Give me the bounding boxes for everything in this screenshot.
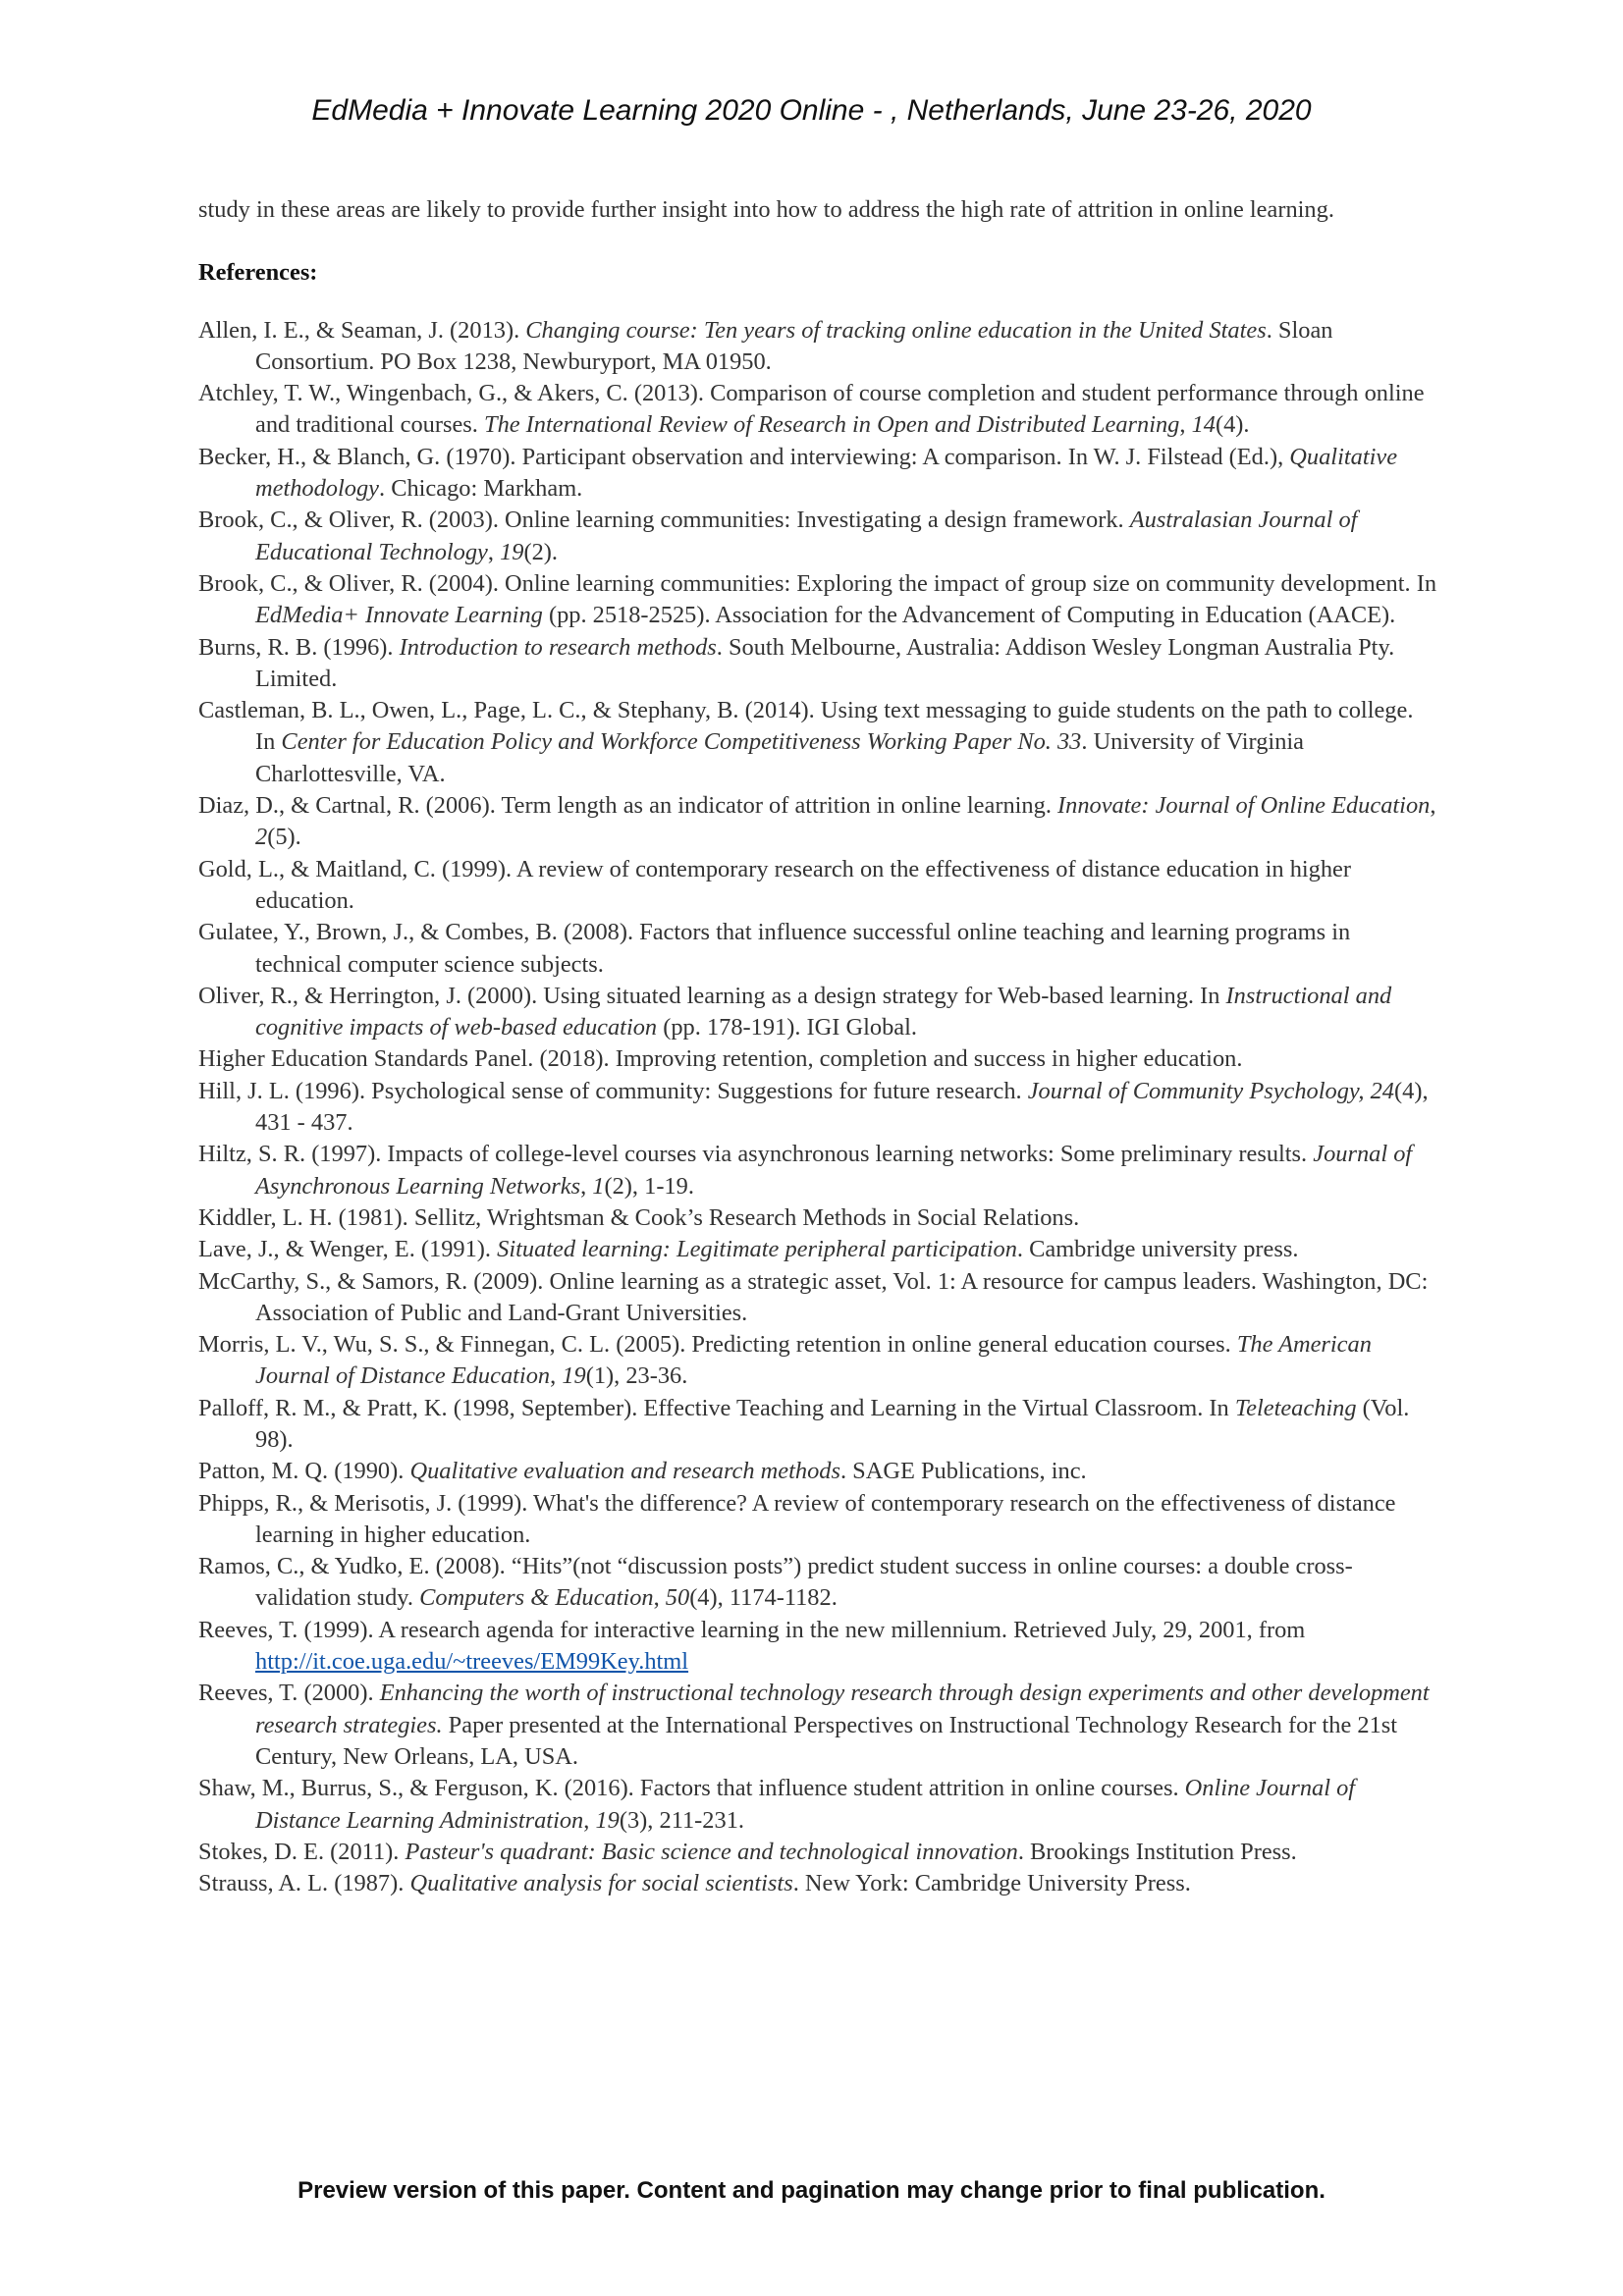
reference-text: Becker, H., & Blanch, G. (1970). Participant observation and interviewing: A comparison. In W. J. Filstead (Ed.),: [198, 443, 1290, 470]
reference-italic-text: Introduction to research methods: [399, 633, 717, 661]
reference-italic-text: 50: [665, 1584, 690, 1612]
reference-italic-text: Pasteur's quadrant: Basic science and technological innovation: [405, 1838, 1018, 1865]
reference-entry: [198, 1456, 1437, 1487]
reference-text: McCarthy, S., & Samors, R. (2009). Online learning as a strategic asset, Vol. 1: A resource for campus leaders. Washington, DC: Association of Public and Land-Grant Universities.: [198, 1267, 1429, 1326]
reference-text: Hiltz, S. R. (1997). Impacts of college-level courses via asynchronous learning networks: Some preliminary results.: [198, 1141, 1314, 1168]
reference-entry: [198, 1837, 1437, 1868]
reference-text: Reeves, T. (1999). A research agenda for interactive learning in the new millennium. Retrieved July, 29, 2001, from: [198, 1616, 1306, 1643]
reference-text: Morris, L. V., Wu, S. S., & Finnegan, C. L. (2005). Predicting retention in online general education courses.: [198, 1331, 1237, 1359]
reference-text: Atchley, T. W., Wingenbach, G., & Akers, C. (2013). Comparison of course completion and student performance through online and traditional courses.: [198, 380, 1425, 439]
reference-text: . Cambridge university press.: [1016, 1236, 1299, 1263]
reference-text: ,: [1179, 411, 1192, 439]
reference-entry: [198, 1139, 1437, 1202]
intro-paragraph: study in these areas are likely to provide further insight into how to address the high rate of attrition in online learning.: [198, 196, 1334, 223]
reference-italic-text: 2: [255, 824, 268, 851]
reference-entry: [198, 1329, 1437, 1393]
reference-entry: [198, 1076, 1437, 1140]
reference-entry: [198, 1266, 1437, 1330]
reference-entry: [198, 1393, 1437, 1457]
reference-entry: [198, 1773, 1437, 1837]
reference-entry: [198, 442, 1437, 506]
reference-text: Strauss, A. L. (1987).: [198, 1870, 410, 1897]
references-heading: References:: [198, 259, 318, 287]
reference-text: Kiddler, L. H. (1981). Sellitz, Wrightsman & Cook’s Research Methods in Social Relations.: [198, 1203, 1080, 1231]
reference-text: (4).: [1215, 411, 1250, 439]
reference-text: Palloff, R. M., & Pratt, K. (1998, September). Effective Teaching and Learning in the Virtual Classroom. In: [198, 1394, 1235, 1421]
reference-text: . SAGE Publications, inc.: [839, 1458, 1087, 1485]
reference-entry: [198, 1868, 1437, 1899]
reference-italic-text: Journal of Asynchronous Learning Networks: [255, 1141, 1413, 1200]
reference-entry: [198, 315, 1437, 379]
reference-text: . Sloan Consortium. PO Box 1238, Newburyport, MA 01950.: [255, 316, 1333, 375]
reference-italic-text: Qualitative analysis for social scientists: [409, 1870, 793, 1897]
reference-text: ,: [1430, 792, 1436, 820]
reference-italic-text: Qualitative methodology: [255, 443, 1398, 503]
reference-text: Brook, C., & Oliver, R. (2003). Online learning communities: Investigating a design framework.: [198, 507, 1130, 534]
reference-text: (pp. 178-191). IGI Global.: [657, 1014, 917, 1041]
reference-entry: [198, 505, 1437, 568]
reference-text: Diaz, D., & Cartnal, R. (2006). Term length as an indicator of attrition in online learning.: [198, 792, 1058, 820]
reference-entry: [198, 1488, 1437, 1552]
reference-text: (pp. 2518-2525). Association for the Advancement of Computing in Education (AACE).: [542, 602, 1396, 629]
reference-text: Patton, M. Q. (1990).: [198, 1458, 410, 1485]
reference-entry: [198, 695, 1437, 790]
reference-text: Castleman, B. L., Owen, L., Page, L. C., & Stephany, B. (2014). Using text messaging to guide students on the path to college. In: [198, 697, 1414, 756]
reference-text: Hill, J. L. (1996). Psychological sense of community: Suggestions for future research.: [198, 1077, 1028, 1104]
reference-entry: [198, 568, 1437, 632]
reference-italic-text: Qualitative evaluation and research methods: [409, 1458, 840, 1485]
reference-text: Ramos, C., & Yudko, E. (2008). “Hits”(not “discussion posts”) predict student success in online courses: a double cross-validation study.: [198, 1553, 1353, 1612]
reference-text: Reeves, T. (2000).: [198, 1680, 380, 1707]
reference-entry: [198, 917, 1437, 981]
reference-italic-text: EdMedia+ Innovate Learning: [255, 602, 543, 629]
reference-text: ,: [580, 1172, 593, 1200]
reference-entry: [198, 1202, 1437, 1234]
reference-text: (4), 431 - 437.: [255, 1077, 1429, 1137]
reference-italic-text: Computers & Education: [419, 1584, 654, 1612]
reference-entry: [198, 790, 1437, 854]
reference-italic-text: The American Journal of Distance Education: [255, 1331, 1372, 1390]
reference-text: Paper presented at the International Perspectives on Instructional Technology Research for the 21st Century, New Orleans, LA, USA.: [255, 1711, 1398, 1770]
reference-text: ,: [583, 1806, 596, 1834]
running-header: EdMedia + Innovate Learning 2020 Online - , Netherlands, June 23-26, 2020: [311, 94, 1312, 127]
reference-text: (3), 211-231.: [619, 1806, 744, 1834]
reference-italic-text: Journal of Community Psychology, 24: [1027, 1077, 1394, 1104]
reference-text: . New York: Cambridge University Press.: [792, 1870, 1191, 1897]
page-content: [198, 194, 1437, 1899]
reference-entry: [198, 1551, 1437, 1615]
reference-text: Brook, C., & Oliver, R. (2004). Online learning communities: Exploring the impact of group size on community development. In: [198, 569, 1437, 597]
reference-text: . Brookings Institution Press.: [1017, 1838, 1297, 1865]
reference-text: (2), 1-19.: [604, 1172, 694, 1200]
reference-text: Phipps, R., & Merisotis, J. (1999). What's the difference? A review of contemporary research on the effectiveness of distance learning in higher education.: [198, 1489, 1396, 1548]
reference-italic-text: The International Review of Research in Open and Distributed Learning: [484, 411, 1180, 439]
reference-text: Gold, L., & Maitland, C. (1999). A review of contemporary research on the effectiveness of distance education in higher education.: [198, 855, 1352, 914]
reference-text: (4), 1174-1182.: [689, 1584, 838, 1612]
reference-italic-text: Online Journal of Distance Learning Administration: [255, 1775, 1356, 1834]
reference-text: Lave, J., & Wenger, E. (1991).: [198, 1236, 498, 1263]
reference-link[interactable]: http://it.coe.uga.edu/~treeves/EM99Key.html: [255, 1648, 689, 1676]
reference-text: ,: [487, 538, 501, 565]
reference-entry: [198, 632, 1437, 696]
reference-entry: [198, 1043, 1437, 1075]
reference-text: (Vol. 98).: [255, 1394, 1410, 1453]
reference-text: ,: [653, 1584, 666, 1612]
reference-entry: [198, 1234, 1437, 1265]
reference-text: Burns, R. B. (1996).: [198, 633, 400, 661]
reference-text: Stokes, D. E. (2011).: [198, 1838, 406, 1865]
reference-text: Higher Education Standards Panel. (2018). Improving retention, completion and success in higher education.: [198, 1045, 1243, 1073]
reference-italic-text: 19: [562, 1362, 586, 1390]
reference-italic-text: 19: [595, 1806, 620, 1834]
reference-italic-text: Australasian Journal of Educational Technology: [255, 507, 1358, 565]
reference-italic-text: Enhancing the worth of instructional technology research through design experiments and other development research strategies.: [255, 1680, 1430, 1738]
preview-footer: Preview version of this paper. Content and pagination may change prior to final publication.: [298, 2177, 1325, 2204]
reference-italic-text: 19: [500, 538, 524, 565]
reference-list: [198, 315, 1437, 1900]
reference-entry: [198, 854, 1437, 918]
reference-text: (5).: [267, 824, 301, 851]
reference-text: Oliver, R., & Herrington, J. (2000). Using situated learning as a design strategy for Web-based learning. In: [198, 982, 1226, 1009]
reference-italic-text: Center for Education Policy and Workforce Competitiveness Working Paper No. 33: [281, 728, 1082, 756]
reference-entry: [198, 1678, 1437, 1773]
reference-italic-text: 1: [592, 1172, 605, 1200]
reference-italic-text: Situated learning: Legitimate peripheral participation: [497, 1236, 1017, 1263]
reference-italic-text: 14: [1191, 411, 1216, 439]
reference-italic-text: Changing course: Ten years of tracking online education in the United States: [525, 316, 1267, 344]
reference-text: (2).: [523, 538, 559, 565]
reference-italic-text: Instructional and cognitive impacts of web-based education: [255, 982, 1392, 1041]
reference-text: Shaw, M., Burrus, S., & Ferguson, K. (2016). Factors that influence student attrition in online courses.: [198, 1775, 1185, 1802]
reference-text: . University of Virginia Charlottesville, VA.: [255, 728, 1304, 787]
reference-entry: [198, 981, 1437, 1044]
reference-text: . Chicago: Markham.: [379, 475, 583, 503]
reference-entry: [198, 378, 1437, 442]
reference-text: . South Melbourne, Australia: Addison Wesley Longman Australia Pty. Limited.: [255, 633, 1395, 692]
reference-italic-text: Teleteaching: [1234, 1394, 1357, 1421]
reference-text: Allen, I. E., & Seaman, J. (2013).: [198, 316, 526, 344]
reference-italic-text: Innovate: Journal of Online Education: [1057, 792, 1431, 820]
reference-text: ,: [550, 1362, 563, 1390]
reference-text: (1), 23-36.: [585, 1362, 688, 1390]
reference-entry: [198, 1615, 1437, 1679]
reference-text: Gulatee, Y., Brown, J., & Combes, B. (2008). Factors that influence successful online teaching and learning programs in technical computer science subjects.: [198, 919, 1351, 978]
